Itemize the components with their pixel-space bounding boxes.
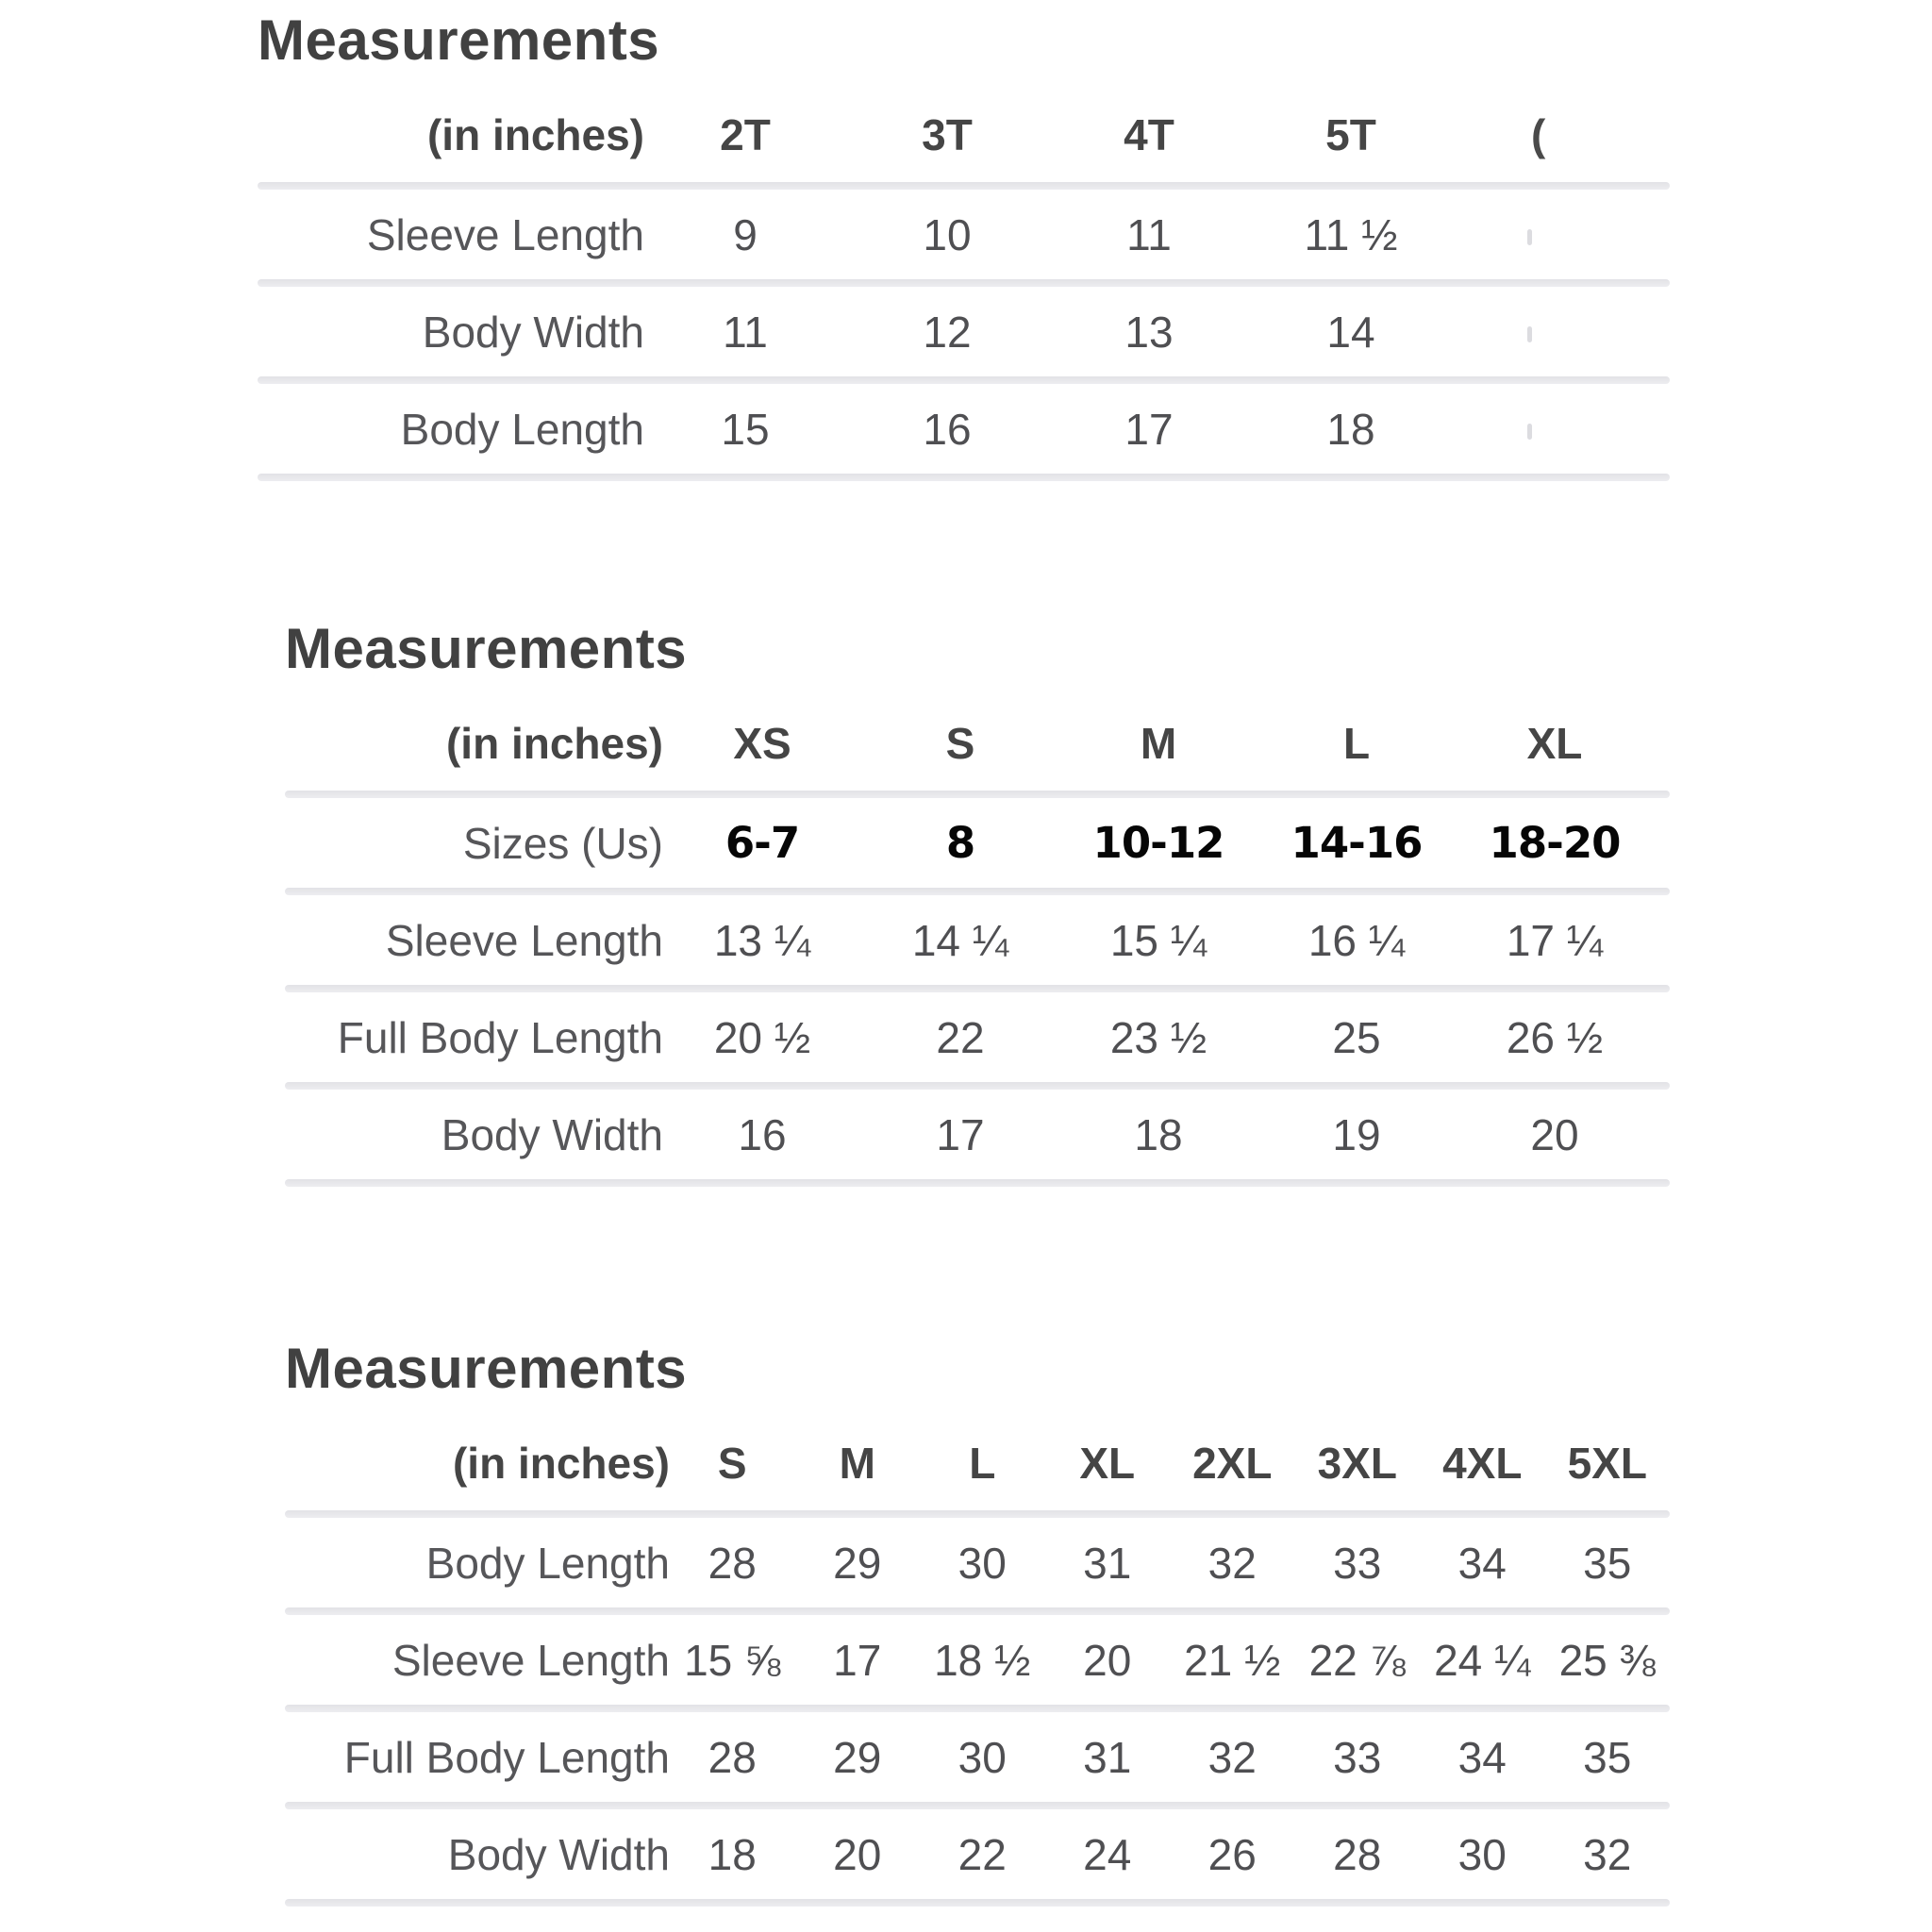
divider bbox=[285, 1802, 1670, 1809]
cell-value: 20 bbox=[1530, 1109, 1579, 1159]
clipped-glyph-fragment bbox=[1527, 229, 1532, 245]
cell-value: 29 bbox=[833, 1732, 882, 1782]
column-header: XL bbox=[1079, 1439, 1136, 1488]
cell-value: 13 bbox=[1124, 307, 1174, 357]
cell-value: 17 ¼ bbox=[1506, 915, 1604, 965]
header-row bbox=[258, 88, 1670, 182]
unit-label: (in inches) bbox=[445, 719, 663, 768]
cell-value: 30 bbox=[958, 1732, 1007, 1782]
cell-value: 35 bbox=[1583, 1732, 1632, 1782]
cell-value: 24 ¼ bbox=[1434, 1635, 1531, 1685]
column-header: L bbox=[1342, 719, 1371, 768]
table-title: Measurements bbox=[285, 617, 688, 680]
row-label: Body Width bbox=[441, 1109, 663, 1159]
cell-value: 17 bbox=[936, 1109, 985, 1159]
column-header: S bbox=[717, 1439, 747, 1488]
table-row bbox=[258, 384, 1670, 474]
cell-value: 18 ½ bbox=[934, 1635, 1031, 1685]
clipped-glyph-fragment bbox=[1527, 326, 1532, 342]
clipped-column-cell bbox=[1452, 421, 1670, 437]
cell-value: 22 bbox=[958, 1829, 1007, 1879]
cell-value: 15 bbox=[721, 404, 770, 454]
cell-value: 22 bbox=[936, 1012, 985, 1062]
cell-value: 14-16 bbox=[1291, 818, 1423, 868]
table-row bbox=[285, 895, 1670, 985]
cell-value: 26 ½ bbox=[1506, 1012, 1604, 1062]
cell-value: 34 bbox=[1457, 1538, 1507, 1588]
cell-value: 28 bbox=[708, 1538, 757, 1588]
cell-value: 24 bbox=[1083, 1829, 1132, 1879]
cell-value: 14 ¼ bbox=[911, 915, 1009, 965]
cell-value: 10-12 bbox=[1092, 818, 1224, 868]
column-header: XS bbox=[733, 719, 791, 768]
cell-value: 16 bbox=[738, 1109, 787, 1159]
row-label: Body Length bbox=[400, 404, 644, 454]
cell-value: 17 bbox=[833, 1635, 882, 1685]
table-row bbox=[285, 1518, 1670, 1607]
table-row bbox=[285, 1090, 1670, 1179]
divider bbox=[285, 1082, 1670, 1090]
column-header: XL bbox=[1526, 719, 1583, 768]
divider bbox=[258, 182, 1670, 190]
cell-value: 6-7 bbox=[724, 818, 800, 868]
cell-value: 32 bbox=[1208, 1732, 1257, 1782]
size-table-youth bbox=[285, 616, 1670, 1187]
row-label: Sleeve Length bbox=[366, 209, 644, 259]
divider bbox=[258, 279, 1670, 287]
column-header: 3XL bbox=[1317, 1439, 1397, 1488]
divider bbox=[285, 1705, 1670, 1712]
cell-value: 8 bbox=[945, 818, 975, 868]
cell-value: 18 bbox=[1134, 1109, 1183, 1159]
cell-value: 33 bbox=[1333, 1732, 1382, 1782]
size-table-toddler bbox=[258, 8, 1670, 481]
divider bbox=[285, 791, 1670, 798]
cell-value: 16 bbox=[923, 404, 972, 454]
cell-value: 26 bbox=[1208, 1829, 1257, 1879]
cell-value: 28 bbox=[1333, 1829, 1382, 1879]
cell-value: 12 bbox=[923, 307, 972, 357]
cell-value: 11 bbox=[1126, 209, 1172, 259]
cell-value: 32 bbox=[1208, 1538, 1257, 1588]
table-row bbox=[285, 1809, 1670, 1899]
unit-label: (in inches) bbox=[452, 1439, 670, 1488]
column-header: 2T bbox=[720, 110, 771, 159]
cell-value: 31 bbox=[1083, 1538, 1132, 1588]
divider bbox=[258, 376, 1670, 384]
cell-value: 29 bbox=[833, 1538, 882, 1588]
table-row bbox=[285, 1712, 1670, 1802]
divider bbox=[285, 1607, 1670, 1615]
column-header: 3T bbox=[922, 110, 973, 159]
cell-value: 10 bbox=[923, 209, 972, 259]
size-table-adult bbox=[285, 1336, 1670, 1907]
cell-value: 9 bbox=[733, 209, 758, 259]
cell-value: 15 ¼ bbox=[1109, 915, 1208, 965]
cell-value: 30 bbox=[1457, 1829, 1507, 1879]
column-header: 4T bbox=[1124, 110, 1174, 159]
cell-value: 11 bbox=[723, 307, 768, 357]
cell-value: 34 bbox=[1457, 1732, 1507, 1782]
cell-value: 13 ¼ bbox=[713, 915, 811, 965]
cell-value: 14 bbox=[1326, 307, 1375, 357]
cell-value: 21 ½ bbox=[1184, 1635, 1281, 1685]
cell-value: 22 ⅞ bbox=[1308, 1635, 1406, 1685]
cell-value: 20 bbox=[1083, 1635, 1132, 1685]
cell-value: 25 bbox=[1332, 1012, 1381, 1062]
cell-value: 23 ½ bbox=[1109, 1012, 1208, 1062]
cell-value: 17 bbox=[1124, 404, 1174, 454]
cell-value: 19 bbox=[1332, 1109, 1381, 1159]
cell-value: 28 bbox=[708, 1732, 757, 1782]
column-header: 5XL bbox=[1567, 1439, 1647, 1488]
row-label: Sleeve Length bbox=[385, 915, 663, 965]
column-header: M bbox=[1140, 719, 1177, 768]
divider bbox=[258, 474, 1670, 481]
row-label: Sleeve Length bbox=[391, 1635, 670, 1685]
cell-value: 18-20 bbox=[1489, 818, 1621, 868]
row-label: Body Width bbox=[422, 307, 644, 357]
row-label: Full Body Length bbox=[343, 1732, 670, 1782]
row-label: Body Length bbox=[425, 1538, 670, 1588]
clipped-column-cell bbox=[1452, 324, 1670, 340]
row-label: Full Body Length bbox=[337, 1012, 663, 1062]
clipped-column-cell bbox=[1452, 226, 1670, 242]
table-row bbox=[258, 190, 1670, 279]
divider bbox=[285, 888, 1670, 895]
table-row bbox=[285, 1615, 1670, 1705]
cell-value: 31 bbox=[1083, 1732, 1132, 1782]
clipped-glyph-fragment bbox=[1527, 424, 1532, 440]
column-header: 5T bbox=[1325, 110, 1376, 159]
cell-value: 30 bbox=[958, 1538, 1007, 1588]
column-header: 2XL bbox=[1192, 1439, 1273, 1488]
sizes-row bbox=[285, 798, 1670, 888]
table-title: Measurements bbox=[285, 1337, 688, 1400]
column-header: M bbox=[839, 1439, 875, 1488]
divider bbox=[285, 1899, 1670, 1907]
cell-value: 15 ⅝ bbox=[684, 1635, 781, 1685]
row-label: Sizes (Us) bbox=[462, 818, 663, 868]
column-header: 4XL bbox=[1442, 1439, 1523, 1488]
table-row bbox=[285, 992, 1670, 1082]
cell-value: 20 ½ bbox=[713, 1012, 811, 1062]
column-header: S bbox=[945, 719, 975, 768]
cell-value: 11 ½ bbox=[1304, 209, 1398, 259]
row-label: Body Width bbox=[447, 1829, 670, 1879]
table-title: Measurements bbox=[258, 8, 660, 72]
cell-value: 18 bbox=[1326, 404, 1375, 454]
cell-value: 25 ⅜ bbox=[1558, 1635, 1656, 1685]
cell-value: 20 bbox=[833, 1829, 882, 1879]
table-row bbox=[258, 287, 1670, 376]
unit-label: (in inches) bbox=[426, 110, 644, 159]
cell-value: 16 ¼ bbox=[1307, 915, 1406, 965]
clipped-column-header: ( bbox=[1531, 110, 1546, 159]
cell-value: 18 bbox=[708, 1829, 757, 1879]
column-header: L bbox=[969, 1439, 996, 1488]
divider bbox=[285, 985, 1670, 992]
cell-value: 33 bbox=[1333, 1538, 1382, 1588]
header-row bbox=[285, 1416, 1670, 1510]
cell-value: 35 bbox=[1583, 1538, 1632, 1588]
cell-value: 32 bbox=[1583, 1829, 1632, 1879]
divider bbox=[285, 1179, 1670, 1187]
header-row bbox=[285, 696, 1670, 791]
divider bbox=[285, 1510, 1670, 1518]
